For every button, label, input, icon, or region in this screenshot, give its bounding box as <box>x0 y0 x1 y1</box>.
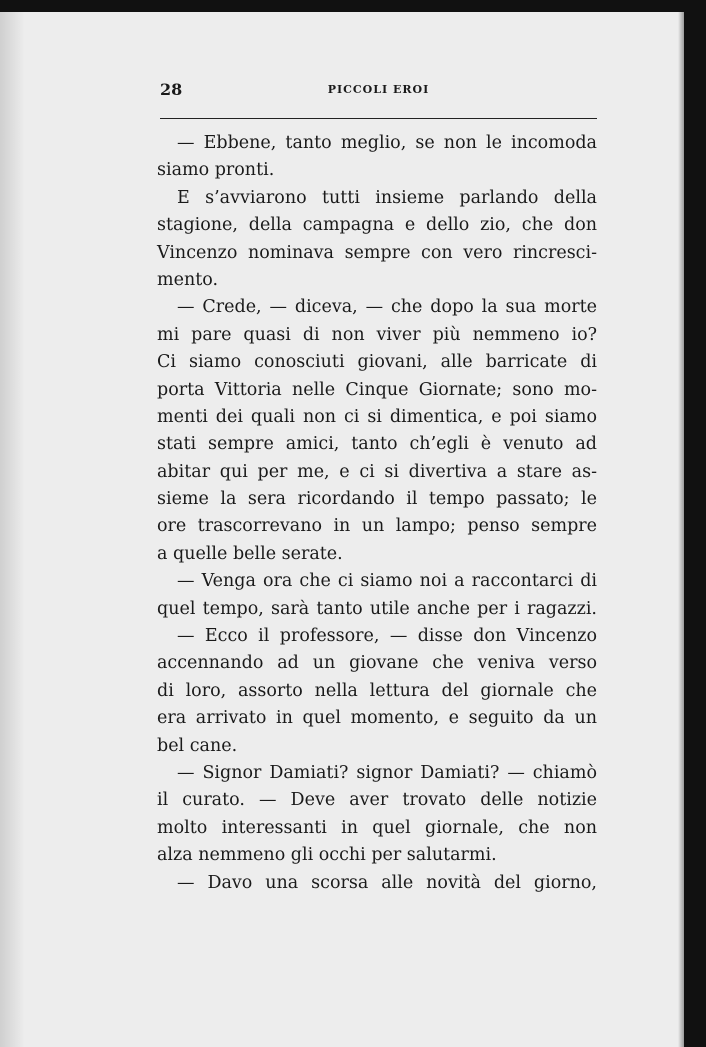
text-line: stagione, della campagna e dello zio, che don <box>157 215 597 236</box>
page-header <box>160 80 597 104</box>
text-line: accennando ad un giovane che veniva verso <box>157 653 597 674</box>
text-line: — Davo una scorsa alle novità del giorno, <box>177 872 597 893</box>
text-line: — Ebbene, tanto meglio, se non le incomoda <box>177 133 597 153</box>
text-line: porta Vittoria nelle Cinque Giornate; sono mo- <box>157 379 597 400</box>
header-rule <box>160 118 597 119</box>
page-edge <box>678 12 684 1047</box>
book-page <box>0 12 684 1047</box>
text-line: stati sempre amici, tanto ch’egli è venuto ad <box>157 434 597 455</box>
text-line: Vincenzo nominava sempre con vero rincresci- <box>157 242 597 263</box>
binding-shadow <box>0 12 24 1047</box>
text-line: a quelle belle serate. <box>157 543 343 564</box>
text-line: Ci siamo conosciuti giovani, alle barricate di <box>157 352 597 373</box>
text-line: — Ecco il professore, — disse don Vincenzo <box>177 626 597 647</box>
body-text <box>157 130 597 897</box>
text-line: — Venga ora che ci siamo noi a raccontarci di <box>177 571 597 592</box>
text-line: di loro, assorto nella lettura del giornale che <box>157 680 597 701</box>
text-line: quel tempo, sarà tanto utile anche per i ragazzi. <box>157 598 597 619</box>
text-line: — Crede, — diceva, — che dopo la sua morte <box>177 297 597 318</box>
text-line: mi pare quasi di non viver più nemmeno io? <box>157 324 597 345</box>
text-line: — Signor Damiati? signor Damiati? — chiamò <box>177 762 597 783</box>
text-line: era arrivato in quel momento, e seguito da un <box>157 708 597 729</box>
text-line: sieme la sera ricordando il tempo passato; le <box>157 489 597 510</box>
text-line: il curato. — Deve aver trovato delle notizie <box>157 790 597 811</box>
text-line: ore trascorrevano in un lampo; penso sempre <box>157 516 597 537</box>
page-number: 28 <box>160 80 183 99</box>
text-line: mento. <box>157 269 219 290</box>
text-line: E s’avviarono tutti insieme parlando della <box>177 187 597 208</box>
text-line: molto interessanti in quel giornale, che non <box>157 817 597 838</box>
text-line: abitar qui per me, e ci si divertiva a stare as- <box>157 461 597 482</box>
text-line: menti dei quali non ci si dimentica, e poi siamo <box>157 406 597 427</box>
running-title: PICCOLI EROI <box>327 83 430 96</box>
text-line: siamo pronti. <box>157 160 275 181</box>
text-line: bel cane. <box>157 735 238 756</box>
text-line: alza nemmeno gli occhi per salutarmi. <box>157 845 497 866</box>
